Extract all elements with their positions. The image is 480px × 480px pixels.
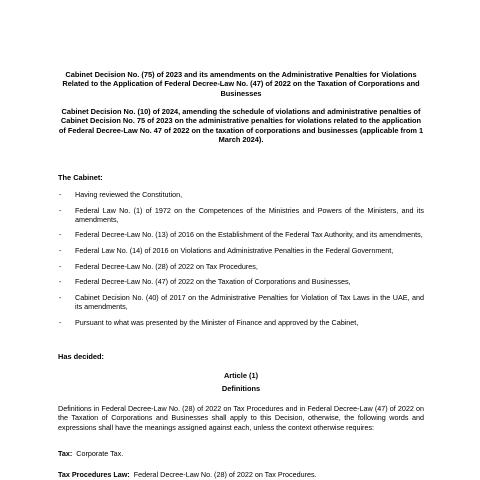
bullet-dash: -: [59, 230, 62, 240]
definition-tax: Tax: Corporate Tax.: [58, 449, 124, 458]
list-item: [58, 230, 424, 239]
list-item: [58, 262, 424, 271]
article-title: Definitions: [221, 384, 261, 393]
decision-title: Cabinet Decision No. (75) of 2023 and its amendments on the Administrative Penalties for Violations Related to the Application of Federal Decree-Law No. (47) of 2022 on the Taxation of Corporations and Businesses: [62, 70, 420, 98]
bullet-dash: -: [59, 317, 62, 327]
list-item: [58, 206, 424, 225]
list-item: [58, 293, 424, 312]
recitals-list: [58, 190, 424, 333]
recital-text: Federal Decree-Law No. (28) of 2022 on Tax Procedures,: [75, 261, 258, 271]
list-item: [58, 246, 424, 255]
recital-text: Federal Law No. (1) of 1972 on the Competences of the Ministries and Powers of the Ministers, and its amendments,: [75, 205, 424, 224]
decided-heading: Has decided:: [58, 352, 105, 361]
article-intro-paragraph: Definitions in Federal Decree-Law No. (28) of 2022 on Tax Procedures and in Federal Decree-Law (47) of 2022 on the Taxation of Corporations and Businesses shall apply to this Decision, otherwise, the following words and expressions shall have the meanings assigned against each, unless the context otherwise requires:: [58, 404, 424, 432]
definition-tax-procedures-law: [58, 470, 317, 479]
definition-meaning: Federal Decree-Law No. (28) of 2022 on Tax Procedures.: [133, 470, 317, 479]
bullet-dash: -: [59, 261, 62, 271]
list-item: [58, 318, 424, 327]
bullet-dash: -: [59, 277, 62, 287]
list-item: [58, 277, 424, 286]
bullet-dash: -: [59, 292, 62, 302]
recital-text: Having reviewed the Constitution,: [75, 190, 183, 199]
bullet-dash: -: [59, 246, 62, 256]
bullet-dash: -: [59, 205, 62, 215]
definition-meaning: Corporate Tax.: [76, 449, 124, 458]
recital-text: Federal Decree-Law No. (47) of 2022 on the Taxation of Corporations and Businesses,: [75, 277, 351, 287]
recital-text: Federal Law No. (14) of 2016 on Violations and Administrative Penalties in the Federal Government,: [75, 246, 394, 256]
recital-text: Pursuant to what was presented by the Minister of Finance and approved by the Cabinet,: [75, 317, 359, 327]
recital-text: Federal Decree-Law No. (13) of 2016 on the Establishment of the Federal Tax Authority, and its amendments,: [75, 230, 423, 240]
amendment-title: Cabinet Decision No. (10) of 2024, amending the schedule of violations and administrative penalties of Cabinet Decision No. 75 of 2023 on the administrative penalties for violations related to the application of Federal Decree-Law No. 47 of 2022 on the taxation of corporations and businesses (applicable from 1 March 2024).: [58, 107, 424, 144]
article-number: Article (1): [223, 371, 259, 380]
definition-term: Tax: [58, 449, 70, 458]
bullet-dash: -: [59, 190, 62, 199]
definition-term: Tax Procedures Law:: [58, 470, 130, 479]
cabinet-heading: The Cabinet:: [58, 173, 103, 182]
list-item: [58, 190, 424, 199]
recital-text: Cabinet Decision No. (40) of 2017 on the Administrative Penalties for Violation of Tax Laws in the UAE, and its amendments,: [75, 292, 424, 312]
